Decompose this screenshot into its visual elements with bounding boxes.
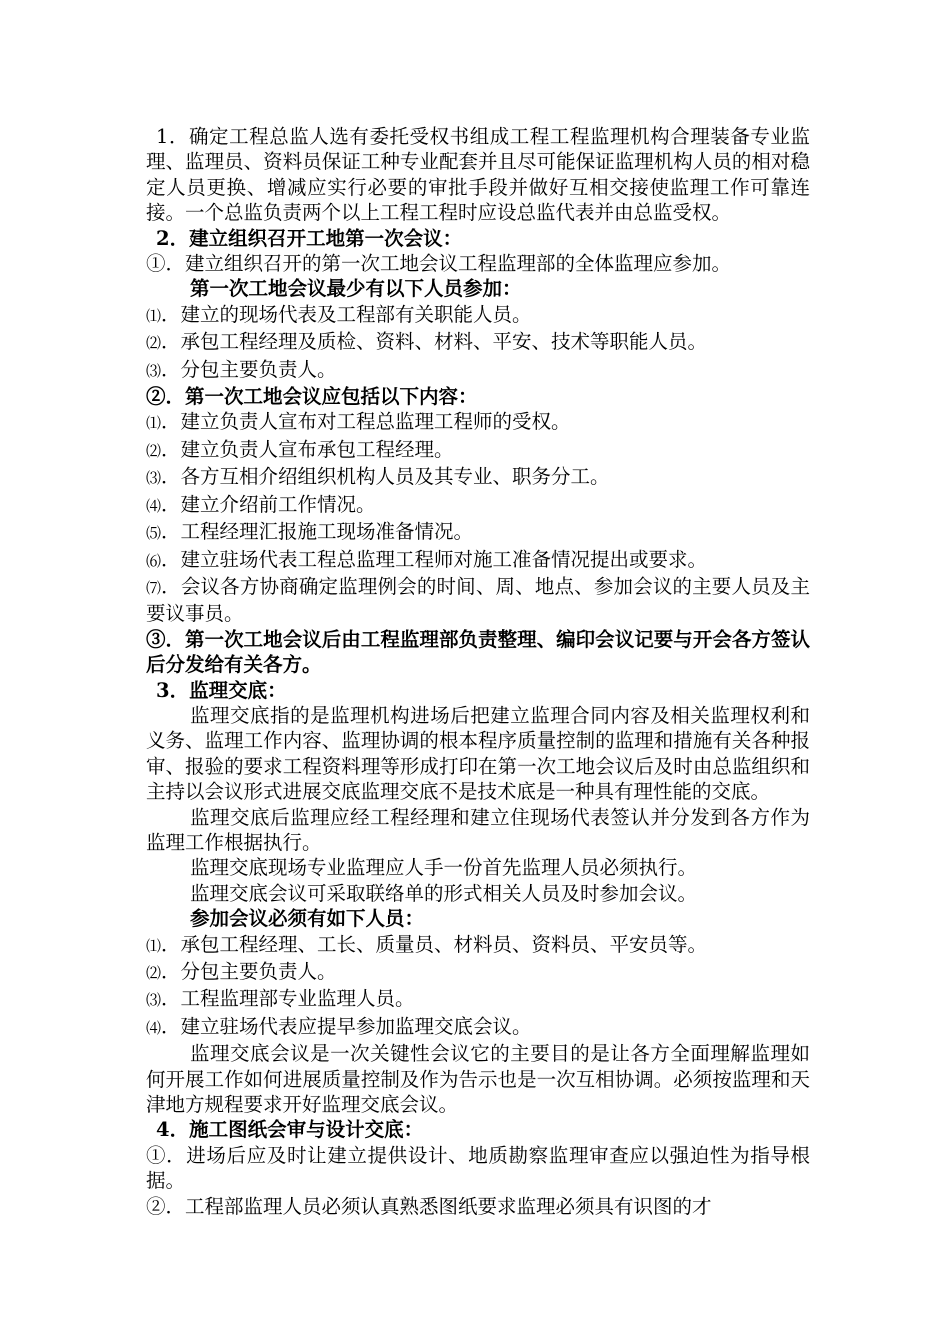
paragraph-disclosure-signoff: 监理交底后监理应经工程经理和建立住现场代表签认并分发到各方作为监理工作根据执行。 xyxy=(146,805,810,854)
paragraph-minutes: ③．第一次工地会议后由工程监理部负责整理、编印会议记要与开会各方签认后分发给有关各方。 xyxy=(146,627,810,677)
list-number: ⑹ xyxy=(146,551,162,570)
list-text: ．建立介绍前工作情况。 xyxy=(161,492,376,516)
paragraph-disclosure-copy: 监理交底现场专业监理应人手一份首先监理人员必须执行。 xyxy=(190,856,698,880)
list-text: ．承包工程经理、工长、质量员、材料员、资料员、平安员等。 xyxy=(161,932,708,956)
list-text: ．各方互相介绍组织机构人员及其专业、职务分工。 xyxy=(161,465,610,489)
list-number: ⑺ xyxy=(146,578,162,597)
list-number: ⑶ xyxy=(146,469,162,488)
list-text: ．建立负责人宣布承包工程经理。 xyxy=(161,437,454,461)
paragraph-drawings: ②．工程部监理人员必须认真熟悉图纸要求监理必须具有识图的才 xyxy=(146,1194,712,1218)
list-item xyxy=(146,409,810,436)
list-text: ．建立负责人宣布对工程总监理工程师的受权。 xyxy=(161,410,571,434)
list-item xyxy=(146,547,810,574)
list-number: ⑶ xyxy=(146,361,162,380)
paragraph-1: 1．确定工程总监人选有委托受权书组成工程工程监理机构合理装备专业监理、监理员、资料员保证工种专业配套并且尽可能保证监理机构人员的相对稳定人员更换、增减应实行必要的审批手段并做好互相交接使监理工作可靠连接。一个总监负责两个以上工程工程时应设总监代表并由总监受权。 xyxy=(146,125,810,225)
list-number: ⑷ xyxy=(146,1018,162,1037)
list-item xyxy=(146,959,810,986)
list-number: ⑴ xyxy=(146,414,162,433)
list-item xyxy=(146,302,810,329)
subheading-attendees: 第一次工地会议最少有以下人员参加： xyxy=(190,277,522,301)
list-text: ．工程监理部专业监理人员。 xyxy=(161,987,415,1011)
list-text: ．会议各方协商确定监理例会的时间、周、地点、参加会议的主要人员及主要议事员。 xyxy=(146,574,810,626)
list-number: ⑷ xyxy=(146,496,162,515)
list-number: ⑵ xyxy=(146,964,162,982)
list-number: ⑵ xyxy=(146,334,162,353)
list-text: ．承包工程经理及质检、资料、材料、平安、技术等职能人员。 xyxy=(161,330,708,354)
list-item xyxy=(146,357,810,384)
list-text: ．建立的现场代表及工程部有关职能人员。 xyxy=(161,302,532,326)
list-item xyxy=(146,1014,810,1041)
list-item xyxy=(146,932,810,959)
section-heading-3: 3．监理交底： xyxy=(156,678,287,702)
list-item xyxy=(146,437,810,464)
list-item xyxy=(146,464,810,491)
paragraph-disclosure: 监理交底指的是监理机构进场后把建立监理合同内容及相关监理权利和义务、监理工作内容、监理协调的根本程序质量控制的监理和措施有关各种报审、报验的要求工程资料理等形成打印在第一次工地会议后及时由总监组织和主持以会议形式进展交底监理交底不是技术底是一种具有理性能的交底。 xyxy=(146,703,810,804)
list-number: ⑸ xyxy=(146,524,162,543)
list-text: ．建立驻场代表工程总监理工程师对施工准备情况提出或要求。 xyxy=(161,547,708,571)
list-text: ．工程经理汇报施工现场准备情况。 xyxy=(161,520,474,544)
section-heading-4: 4．施工图纸会审与设计交底： xyxy=(156,1118,424,1142)
list-number: ⑴ xyxy=(146,306,162,325)
subheading-contents: ②．第一次工地会议应包括以下内容： xyxy=(146,385,478,409)
paragraph-first-meeting: ①．建立组织召开的第一次工地会议工程监理部的全体监理应参加。 xyxy=(146,252,732,276)
paragraph-design-docs: ①．进场后应及时让建立提供设计、地质勘察监理审查应以强迫性为指导根据。 xyxy=(146,1143,810,1193)
list-number: ⑴ xyxy=(146,936,162,955)
section-heading-2: 2．建立组织召开工地第一次会议： xyxy=(156,226,463,250)
list-item xyxy=(146,519,810,546)
list-item xyxy=(146,574,810,627)
list-item xyxy=(146,492,810,519)
paragraph-key-meeting: 监理交底会议是一次关键性会议它的主要目的是让各方全面理解监理如何开展工作如何进展质量控制及作为告示也是一次互相协调。必须按监理和天津地方规程要求开好监理交底会议。 xyxy=(146,1042,810,1117)
paragraph-disclosure-contact: 监理交底会议可采取联络单的形式相关人员及时参加会议。 xyxy=(190,881,698,905)
list-number: ⑵ xyxy=(146,441,162,460)
list-item xyxy=(146,329,810,356)
list-item xyxy=(146,986,810,1013)
list-text: ．分包主要负责人。 xyxy=(161,357,337,381)
list-number: ⑶ xyxy=(146,991,162,1010)
subheading-required-attendees: 参加会议必须有如下人员： xyxy=(190,907,425,931)
list-text: ．建立驻场代表应提早参加监理交底会议。 xyxy=(161,1014,532,1038)
list-text: ．分包主要负责人。 xyxy=(161,960,337,983)
document-page xyxy=(146,124,810,1219)
